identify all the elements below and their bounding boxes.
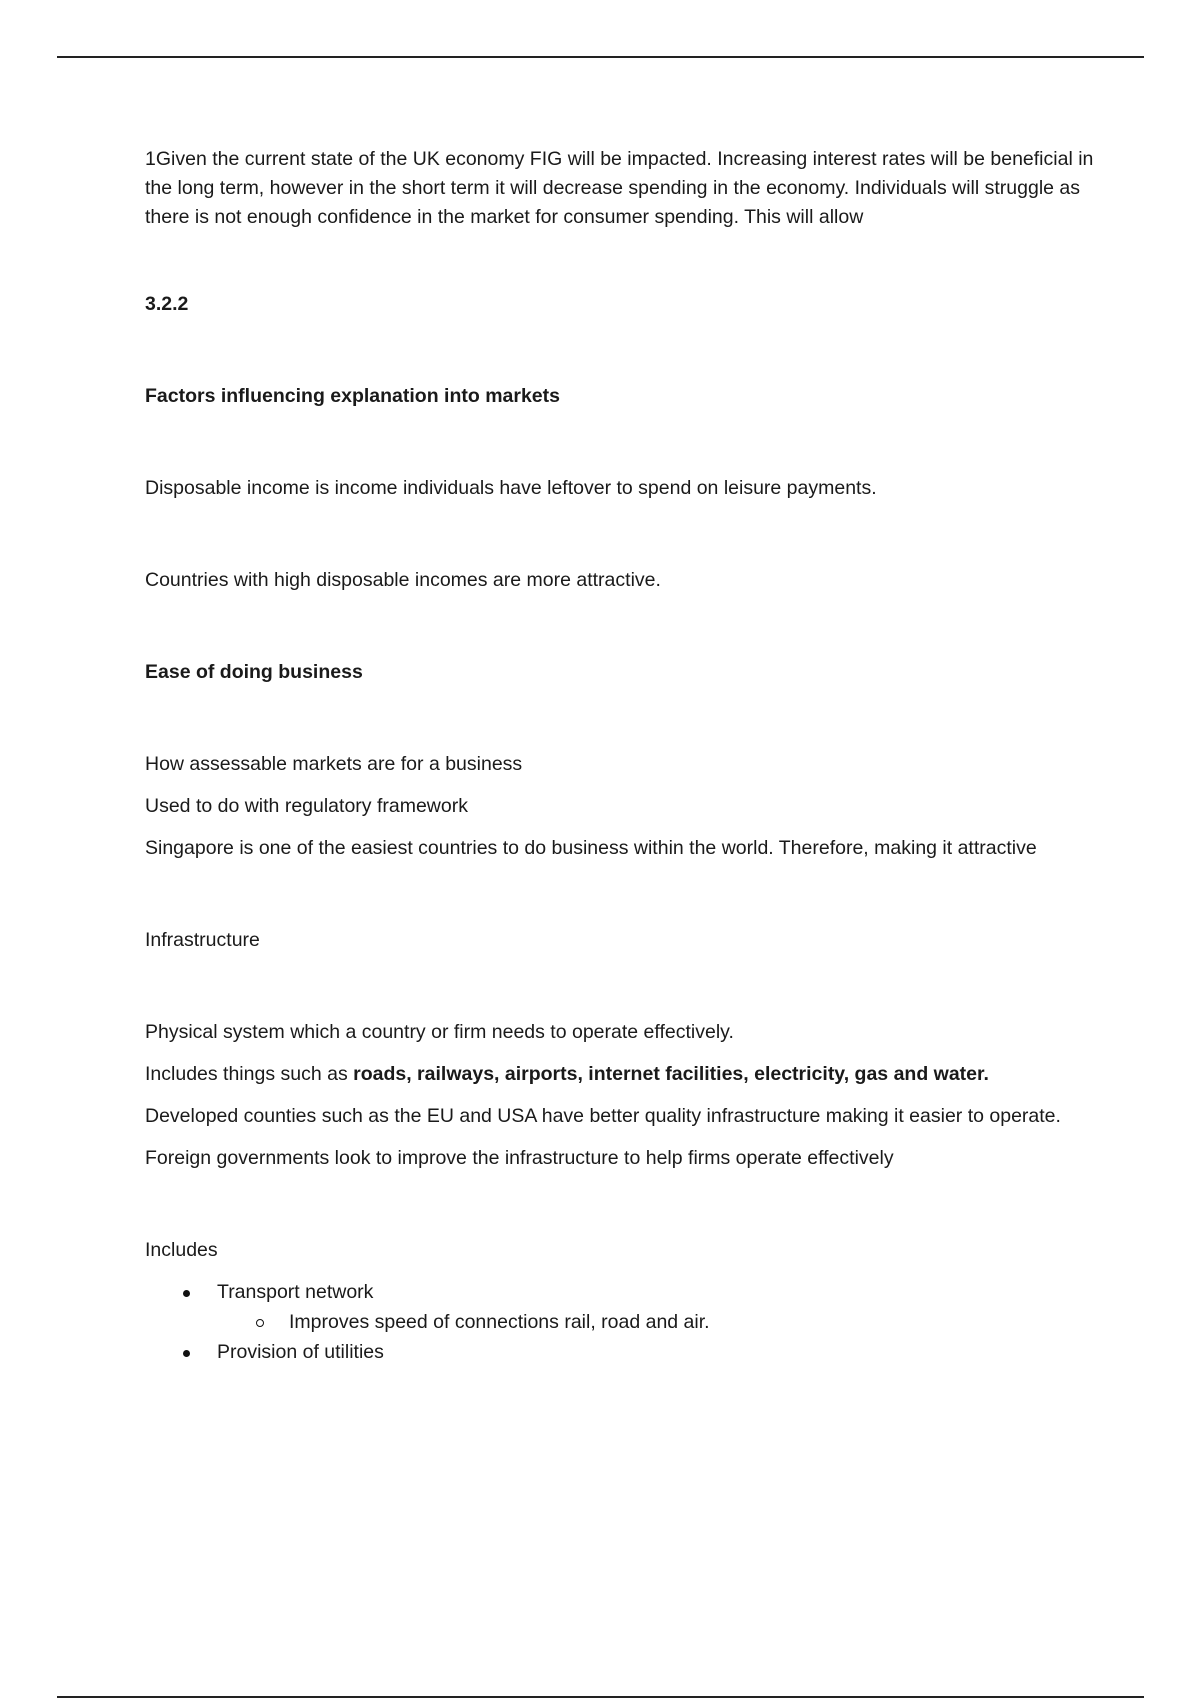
bullet-icon bbox=[183, 1350, 190, 1357]
infrastructure-foreign: Foreign governments look to improve the infrastructure to help firms operate effectively bbox=[145, 1147, 894, 1169]
infrastructure-includes-prefix: Includes things such as bbox=[145, 1063, 354, 1085]
infrastructure-developed: Developed counties such as the EU and USA have better quality infrastructure making it easier to operate. bbox=[145, 1105, 1061, 1127]
ease-of-business-line: Singapore is one of the easiest countries to do business within the world. Therefore, making it attractive bbox=[145, 837, 1037, 859]
ease-of-business-line: Used to do with regulatory framework bbox=[145, 795, 468, 817]
document-body bbox=[145, 145, 1095, 1368]
intro-paragraph: 1Given the current state of the UK economy FIG will be impacted. Increasing interest rates will be beneficial in the long term, however in the short term it will decrease spending in the economy. Individuals will struggle as there is not enough confidence in the market for consumer spending. This will allow bbox=[145, 148, 1094, 228]
includes-list bbox=[145, 1278, 1095, 1368]
infrastructure-includes-items: roads, railways, airports, internet facilities, electricity, gas and water. bbox=[353, 1063, 989, 1085]
header-rule bbox=[57, 56, 1144, 58]
ease-of-business-heading: Ease of doing business bbox=[145, 661, 363, 683]
infrastructure-heading: Infrastructure bbox=[145, 929, 260, 951]
list-item bbox=[145, 1278, 1095, 1338]
sub-item-text: Improves speed of connections rail, road and air. bbox=[289, 1311, 710, 1333]
disposable-income-definition: Disposable income is income individuals have leftover to spend on leisure payments. bbox=[145, 477, 877, 499]
infrastructure-definition: Physical system which a country or firm needs to operate effectively. bbox=[145, 1021, 734, 1043]
sub-bullet-icon bbox=[256, 1319, 264, 1327]
list-item bbox=[145, 1338, 1095, 1368]
list-item-text: Provision of utilities bbox=[217, 1341, 384, 1363]
list-item-text: Transport network bbox=[217, 1281, 374, 1303]
includes-label: Includes bbox=[145, 1239, 218, 1261]
ease-of-business-line: How assessable markets are for a business bbox=[145, 753, 523, 775]
footer-rule bbox=[57, 1696, 1144, 1698]
section-heading: Factors influencing explanation into markets bbox=[145, 385, 560, 407]
section-number: 3.2.2 bbox=[145, 293, 189, 315]
disposable-income-note: Countries with high disposable incomes are more attractive. bbox=[145, 569, 661, 591]
infrastructure-includes bbox=[145, 1060, 1095, 1089]
bullet-icon bbox=[183, 1290, 190, 1297]
